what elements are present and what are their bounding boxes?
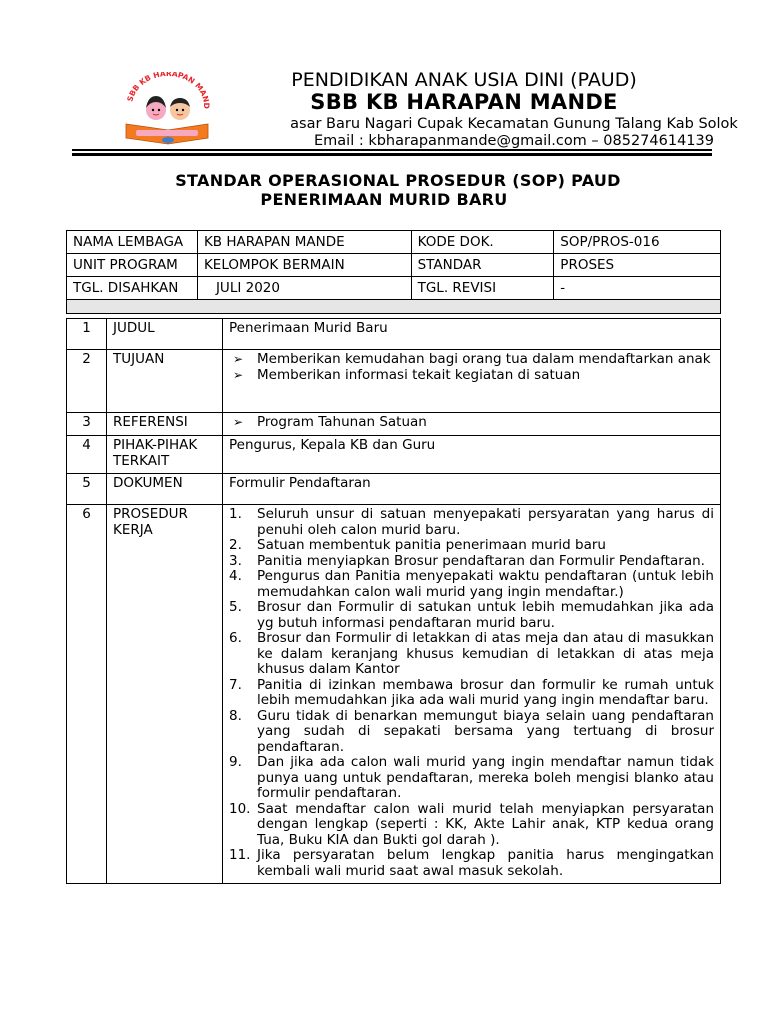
row-number: 2 — [67, 350, 107, 413]
address: asar Baru Nagari Cupak Kecamatan Gunung Talang Kab Solok — [290, 116, 738, 132]
header-line1: PENDIDIKAN ANAK USIA DINI (PAUD) — [291, 69, 637, 91]
procedure-step: 1. Seluruh unsur di satuan menyepakati persyaratan yang harus di penuhi oleh calon murid baru. — [229, 506, 714, 538]
info-value: KB HARAPAN MANDE — [197, 231, 411, 254]
procedure-step: 10. Saat mendaftar calon wali murid telah menyiapkan persyaratan dengan lengkap (seperti : KK, Akte Lahir anak, KTP kedua orang Tua, Buku KIA dan Bukti gol darah ). — [229, 800, 714, 848]
sop-table — [66, 318, 721, 884]
info-label: STANDAR — [411, 254, 554, 277]
info-value: JULI 2020 — [197, 277, 411, 300]
row-number: 5 — [67, 474, 107, 505]
table-row — [67, 505, 721, 884]
table-row — [67, 413, 721, 436]
logo-text: SBB KB HARAPAN MAND — [125, 72, 212, 109]
procedure-step: 6. Brosur dan Formulir di letakkan di atas meja dan atau di masukkan ke dalam keranjang khusus kemudian di letakkan di atas meja khusus dalam Kantor — [229, 630, 714, 677]
info-label: UNIT PROGRAM — [67, 254, 198, 277]
header-rule — [72, 149, 712, 151]
row-content: Penerimaan Murid Baru — [223, 319, 721, 350]
info-row — [67, 277, 721, 300]
row-content: Pengurus, Kepala KB dan Guru — [223, 436, 721, 474]
row-label: REFERENSI — [107, 413, 223, 436]
doc-subtitle: PENERIMAAN MURID BARU — [260, 190, 508, 209]
info-label: KODE DOK. — [411, 231, 554, 254]
row-number: 6 — [67, 505, 107, 884]
info-row — [67, 254, 721, 277]
info-label: TGL. REVISI — [411, 277, 554, 300]
table-row — [67, 319, 721, 350]
procedure-step: 8. Guru tidak di benarkan memungut biaya selain uang pendaftaran yang sudah di sepakati bersama yang tertuang di brosur pendaftaran. — [229, 707, 714, 755]
info-value: PROSES — [554, 254, 721, 277]
table-row — [67, 350, 721, 413]
list-item: ➢ Memberikan kemudahan bagi orang tua dalam mendaftarkan anak — [229, 352, 714, 368]
info-row — [67, 231, 721, 254]
row-label: DOKUMEN — [107, 474, 223, 505]
header-rule-thick — [72, 153, 712, 156]
row-number: 1 — [67, 319, 107, 350]
info-label: TGL. DISAHKAN — [67, 277, 198, 300]
contact: Email : kbharapanmande@gmail.com – 085274614139 — [314, 133, 714, 149]
row-content — [223, 350, 721, 413]
shaded-row — [67, 300, 721, 314]
procedure-step: 9. Dan jika ada calon wali murid yang ingin mendaftar namun tidak punya uang untuk pendaftaran, mereka boleh mengisi blanko atau formulir pendaftaran. — [229, 754, 714, 801]
school-name: SBB KB HARAPAN MANDE — [310, 90, 618, 114]
row-label: PIHAK-PIHAK TERKAIT — [107, 436, 223, 474]
info-label: NAMA LEMBAGA — [67, 231, 198, 254]
row-content: Formulir Pendaftaran — [223, 474, 721, 505]
row-number: 3 — [67, 413, 107, 436]
procedure-step: 11. Jika persyaratan belum lengkap panitia harus mengingatkan kembali wali murid saat awal masuk sekolah. — [229, 847, 714, 879]
procedure-step: 2. Satuan membentuk panitia penerimaan murid baru — [229, 537, 606, 553]
procedure-step: 4. Pengurus dan Panitia menyepakati waktu pendaftaran (untuk lebih memudahkan calon wali murid yang ingin mendaftar.) — [229, 568, 714, 600]
row-label: TUJUAN — [107, 350, 223, 413]
procedure-step: 5. Brosur dan Formulir di satukan untuk lebih memudahkan jika ada yg butuh informasi pendaftaran murid baru. — [229, 599, 714, 631]
list-item: ➢ Memberikan informasi tekait kegiatan di satuan — [229, 368, 714, 384]
row-content — [223, 413, 721, 436]
row-label: JUDUL — [107, 319, 223, 350]
procedure-step: 7. Panitia di izinkan membawa brosur dan formulir ke rumah untuk lebih memudahkan jika ada wali murid yang ingin mendaftar baru. — [229, 676, 714, 708]
info-table — [66, 230, 721, 314]
table-row — [67, 474, 721, 505]
table-row — [67, 436, 721, 474]
info-value: SOP/PROS-016 — [554, 231, 721, 254]
list-item: ➢ Program Tahunan Satuan — [229, 415, 714, 431]
row-number: 4 — [67, 436, 107, 474]
info-value: - — [554, 277, 721, 300]
doc-title: STANDAR OPERASIONAL PROSEDUR (SOP) PAUD — [175, 171, 621, 190]
info-value: KELOMPOK BERMAIN — [197, 254, 411, 277]
procedure-step: 3. Panitia menyiapkan Brosur pendaftaran dan Formulir Pendaftaran. — [229, 552, 705, 569]
row-label: PROSEDUR KERJA — [107, 505, 223, 884]
row-content — [223, 505, 721, 884]
